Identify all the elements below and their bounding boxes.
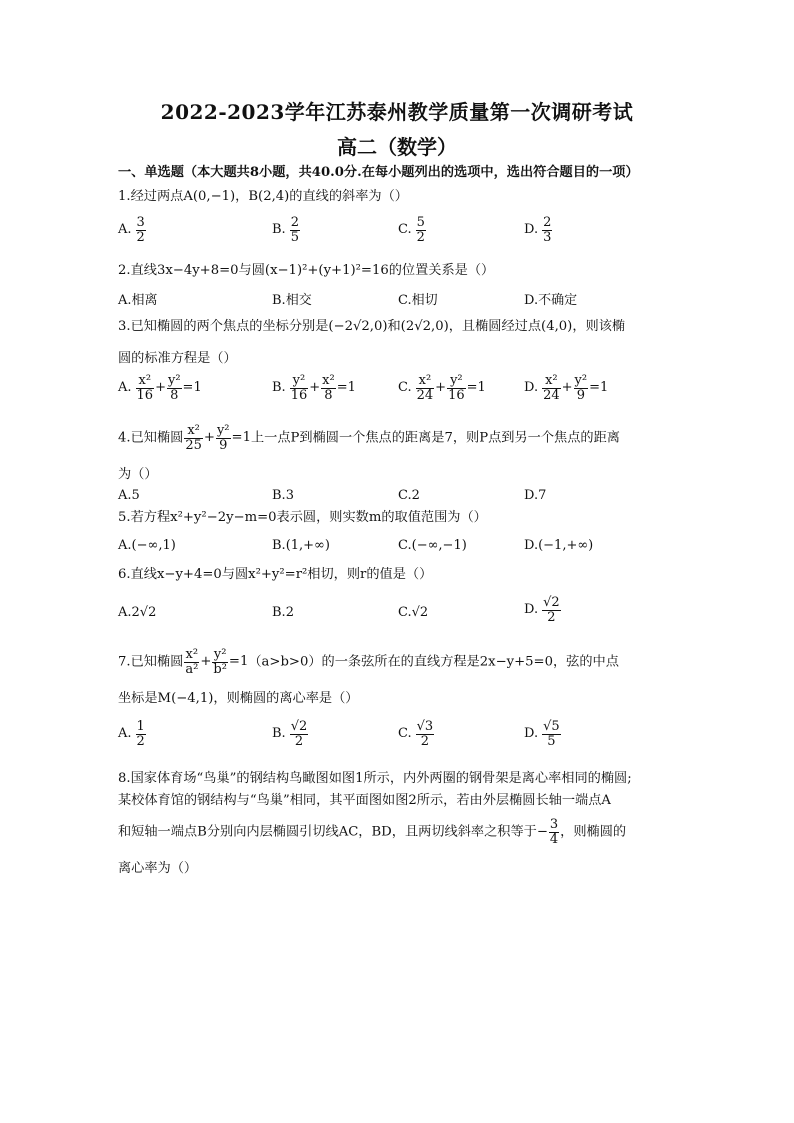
question-7-stem-line2: 坐标是M(−4,1)，则椭圆的离心率是（） [118,691,359,706]
denominator: 2 [547,609,556,625]
option-label: D. [524,538,539,553]
numerator: 1 [136,719,145,734]
option-text: √2 [411,605,429,620]
numerator: √2 [543,595,560,610]
option-text: 不确定 [538,293,578,308]
option-text: 相切 [411,293,438,308]
option-d [524,487,546,505]
denominator: 24 [416,387,434,403]
option-c [398,216,427,244]
denominator: 2 [294,733,304,749]
denominator: 2 [420,733,430,749]
numerator: 5 [416,215,425,230]
option-b [272,216,301,244]
denominator: 16 [290,387,308,403]
option-text: 7 [538,488,547,503]
option-a [118,487,140,505]
option-a [118,604,156,622]
option-label: C. [398,380,412,396]
option-a [118,292,158,310]
equation-rhs: =1 [231,430,251,446]
denominator: b² [213,661,227,677]
fraction [542,720,561,748]
option-label: C. [398,293,412,308]
numerator: 2 [543,215,552,230]
numerator: x² [136,374,155,389]
numerator: y² [167,373,181,388]
denominator: a² [185,661,199,677]
stem-text: 和短轴一端点B分别向内层椭圆引切线AC，BD，且两切线斜率之积等于− [118,824,548,840]
option-d [524,537,593,555]
equation-rhs: =1 [589,380,609,396]
fraction [136,720,146,748]
option-text: (−∞,−1) [411,538,467,553]
numerator: 2 [290,215,299,230]
option-a: A. $\frac{\text{x²}}{16}$ + $\frac{\text{y²}}{8}$ =1 [118,373,202,403]
numerator: y² [216,423,230,438]
option-label: C. [398,605,412,620]
option-text: 2 [411,488,420,503]
question-3-stem-line1: 3.已知椭圆的两个焦点的坐标分别是(−2√2,0)和(2√2,0)，且椭圆经过点(4,0)，则该椭 [118,319,626,334]
option-d [524,720,562,748]
numerator: x² [542,374,561,389]
option-d [524,596,562,624]
option-text: 2√2 [131,605,157,620]
option-b: B. $\frac{\text{y²}}{16}$ + $\frac{\text{x²}}{8}$ =1 [272,373,356,403]
option-label: B. [272,222,286,238]
option-label: B. [272,605,286,620]
option-c [398,537,467,555]
option-label: A. [118,538,132,553]
option-d: D. $\frac{\text{x²}}{24}$ + $\frac{\text{y²}}{9}$ =1 [524,373,609,403]
fraction [167,374,182,402]
fraction [574,374,589,402]
denominator: 5 [290,229,299,245]
option-label: C. [398,222,412,238]
fraction [416,374,435,402]
equation-rhs: =1 [336,380,356,396]
numerator: x² [322,373,335,388]
question-5-stem: 5.若方程x²+y²−2y−m=0表示圆，则实数m的取值范围为（） [118,510,487,525]
option-label: B. [272,380,286,396]
option-label: A. [118,293,132,308]
option-label: B. [272,488,286,503]
denominator: 2 [136,229,145,245]
numerator: y² [213,647,227,662]
option-text: (−∞,1) [131,538,176,553]
option-label: A. [118,726,132,742]
fraction [212,648,228,676]
denominator: 16 [136,387,154,403]
numerator: y² [290,374,309,389]
denominator: 8 [170,387,179,403]
question-8-line4: 离心率为（） [118,861,198,876]
question-8-line1: 8.国家体育场“鸟巢”的钢结构鸟瞰图如图1所示，内外两圈的钢骨架是离心率相同的椭圆; [118,771,632,786]
stem-text: 4.已知椭圆 [118,430,184,446]
question-4-stem-line2: 为（） [118,467,158,482]
numerator: √3 [416,719,434,734]
option-label: D. [524,222,539,238]
question-1-stem: 1.经过两点A(0,−1)，B(2,4)的直线的斜率为（） [118,189,408,204]
question-8-line3 [118,818,626,846]
question-7-stem: 7.已知椭圆 $\frac{\text{x²}}{\text{a²}}$ + $\frac{\text{y²}}{\text{b²}}$ =1（a>b>0）的一条弦所在的直线方程是2x−y+5=0，弦的中点 [118,647,619,677]
option-label: A. [118,488,132,503]
option-b [272,487,294,505]
fraction [542,374,561,402]
option-d [524,292,577,310]
fraction [290,374,309,402]
equation-rhs: =1 [466,380,486,396]
question-4-stem: 4.已知椭圆 $\frac{\text{x²}}{25}$ + $\frac{\text{y²}}{9}$ =1上一点P到椭圆一个焦点的距离是7，则P点到另一个焦点的距离 [118,423,620,453]
fraction [549,818,559,846]
option-b [272,720,309,748]
exam-title: 2022-2023学年江苏泰州教学质量第一次调研考试 [160,100,634,124]
numerator: x² [184,424,203,439]
option-label: C. [398,538,412,553]
numerator: x² [185,647,199,662]
option-c [398,604,428,622]
numerator: 3 [549,817,559,832]
option-c [398,487,420,505]
denominator: 4 [549,831,559,847]
option-label: B. [272,726,286,742]
numerator: x² [416,374,435,389]
numerator: 3 [136,215,145,230]
question-3-stem-line2: 圆的标准方程是（） [118,351,237,366]
option-a [118,537,176,555]
option-c: C. $\frac{\text{x²}}{24}$ + $\frac{\text{y²}}{16}$ =1 [398,373,486,403]
denominator: 2 [136,733,145,749]
stem-text: 7.已知椭圆 [118,654,184,670]
fraction [136,374,155,402]
option-b [272,604,294,622]
denominator: 16 [448,387,465,403]
fraction [416,216,426,244]
option-a [118,216,147,244]
fraction [290,720,309,748]
option-c [398,720,435,748]
option-label: D. [524,293,539,308]
option-label: A. [118,222,132,238]
denominator: 5 [547,733,556,749]
fraction [416,720,435,748]
option-text: 5 [131,488,140,503]
exam-subtitle: 高二（数学） [337,135,457,159]
option-label: D. [524,380,539,396]
option-label: B. [272,293,286,308]
numerator: y² [574,373,588,388]
option-b [272,292,312,310]
fraction [184,648,199,676]
fraction [184,424,203,452]
fraction [447,374,466,402]
question-6-stem: 6.直线x−y+4=0与圆x²+y²=r²相切，则r的值是（） [118,567,433,582]
option-text: 3 [285,488,294,503]
stem-text: 上一点P到椭圆一个焦点的距离是7，则P点到另一个焦点的距离 [250,430,620,446]
numerator: √2 [290,719,308,734]
option-c [398,292,438,310]
denominator: 9 [219,437,228,453]
equation-rhs: =1 [182,380,202,396]
denominator: 24 [543,387,560,403]
denominator: 25 [185,437,202,453]
fraction [136,216,146,244]
option-text: 2 [285,605,294,620]
denominator: 9 [576,387,585,403]
denominator: 8 [324,387,333,403]
option-text: (−1,+∞) [538,538,594,553]
option-text: 相交 [285,293,312,308]
option-text: (1,+∞) [285,538,330,553]
stem-text: （a>b>0）的一条弦所在的直线方程是2x−y+5=0，弦的中点 [248,654,619,670]
stem-text: ，则椭圆的 [560,824,627,840]
option-label: D. [524,726,539,742]
option-label: A. [118,380,132,396]
option-label: B. [272,538,286,553]
option-label: D. [524,488,539,503]
question-8-line2: 某校体育馆的钢结构与“鸟巢”相同，其平面图如图2所示，若由外层椭圆长轴一端点A [118,793,611,808]
question-2-stem: 2.直线3x−4y+8=0与圆(x−1)²+(y+1)²=16的位置关系是（） [118,263,495,278]
option-b [272,537,330,555]
option-label: D. [524,602,539,618]
fraction [216,424,231,452]
denominator: 3 [543,229,552,245]
option-label: C. [398,488,412,503]
equation-rhs: =1 [228,654,249,670]
option-text: 相离 [131,293,158,308]
numerator: √5 [543,719,560,734]
fraction [290,216,300,244]
option-label: C. [398,726,412,742]
denominator: 2 [416,229,425,245]
section-heading: 一、单选题（本大题共8小题，共40.0分.在每小题列出的选项中，选出符合题目的一项） [118,165,639,180]
option-a [118,720,147,748]
option-label: A. [118,605,132,620]
fraction [321,374,336,402]
option-d [524,216,553,244]
fraction [542,216,552,244]
numerator: y² [447,374,466,389]
fraction [542,596,561,624]
